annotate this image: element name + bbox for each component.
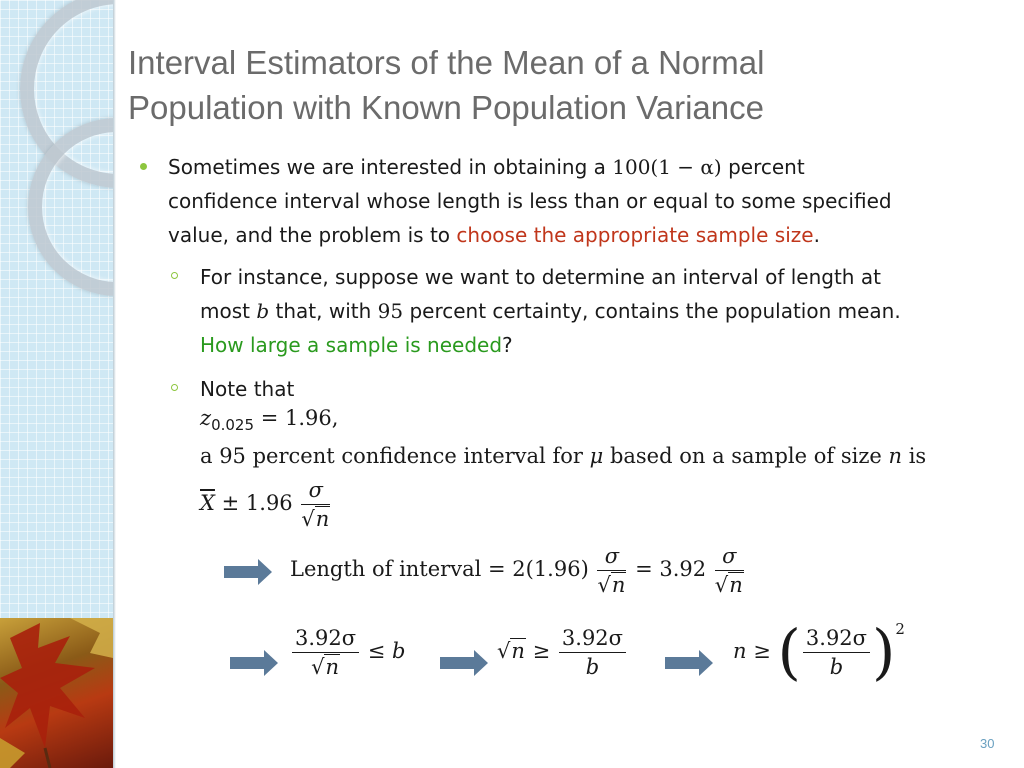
- sub1-95: 95: [377, 299, 404, 323]
- right-arrow-icon: [440, 648, 490, 678]
- sub1-question: How large a sample is needed: [200, 333, 503, 357]
- sub1-line1: For instance, suppose we want to determine an interval of length at: [200, 265, 881, 289]
- sub1-most: most: [200, 299, 250, 323]
- z-symbol: z: [200, 406, 212, 430]
- bullet1-text-after: percent: [728, 155, 805, 179]
- mu-symbol: μ: [589, 444, 604, 468]
- ineq3-lhs: n ≥: [733, 639, 771, 663]
- ineq2-rel: ≥: [532, 639, 551, 663]
- left-decorative-strip: [0, 0, 113, 768]
- strip-edge-divider: [113, 0, 116, 768]
- sigma-over-sqrt-n: $\frac{\sigma}{√n}$: [301, 478, 330, 531]
- sub2-label: Note that: [200, 377, 295, 401]
- sub-bullet-instance: [200, 260, 1000, 362]
- xbar-symbol: $\overline{X}$: [200, 491, 215, 515]
- formula-ci-sentence: [200, 444, 926, 468]
- length-frac-2: $\frac{\sigma}{√n}$: [714, 544, 743, 597]
- sub1-var-b: b: [256, 299, 270, 323]
- bullet-main: [168, 150, 1003, 252]
- length-frac: $\frac{\sigma}{√n}$: [597, 544, 626, 597]
- formula-z-value: [200, 406, 338, 434]
- sub-bullet-ring-icon: [171, 384, 178, 391]
- title-line-2: Population with Known Population Variance: [128, 89, 764, 126]
- bullet1-line2: confidence interval whose length is less than or equal to some specified: [168, 189, 892, 213]
- bullet1-highlight: choose the appropriate sample size: [456, 223, 814, 247]
- exponent: 2: [895, 620, 905, 638]
- bullet-dot-icon: [140, 163, 147, 170]
- sub1-that-with: that, with: [275, 299, 372, 323]
- paren-close: ): [872, 617, 896, 688]
- formula-ineq-3: n ≥ ( $\frac{3.92\sigma}{b}$ )$^2$: [733, 617, 905, 688]
- formula-ci: [200, 478, 332, 531]
- sub-bullet-note: [200, 372, 1000, 406]
- z-subscript: 0.025: [211, 416, 255, 434]
- bullet1-line3-before: value, and the problem is to: [168, 223, 451, 247]
- bullet1-period: .: [813, 223, 820, 247]
- right-arrow-icon: [224, 557, 274, 587]
- formula-ineq-1: $\frac{3.92\sigma}{√n}$ ≤ b: [290, 626, 406, 679]
- z-value: = 1.96,: [260, 406, 339, 430]
- autumn-leaves-image: [0, 618, 113, 768]
- ci-text-a: a 95 percent confidence interval for: [200, 444, 583, 468]
- right-arrow-icon: [230, 648, 280, 678]
- sub1-line2-rest: percent certainty, contains the population mean.: [409, 299, 901, 323]
- paren-open: (: [777, 617, 801, 688]
- bullet1-math: 100(1 − α): [612, 155, 722, 179]
- length-label: Length of interval = 2(1.96): [290, 557, 589, 581]
- title-line-1: Interval Estimators of the Mean of a Normal: [128, 44, 765, 81]
- ci-text-c: is: [908, 444, 927, 468]
- sub1-qmark: ?: [502, 333, 513, 357]
- right-arrow-icon: [665, 648, 715, 678]
- page-number: 30: [980, 736, 995, 751]
- pm-value: ± 1.96: [221, 491, 293, 515]
- bullet1-text-before: Sometimes we are interested in obtaining a: [168, 155, 606, 179]
- sub-bullet-ring-icon: [171, 272, 178, 279]
- formula-length: [290, 544, 746, 597]
- slide-title: [128, 40, 1008, 130]
- ineq1-rhs: ≤ b: [367, 639, 406, 663]
- ci-text-b: based on a sample of size: [609, 444, 882, 468]
- formula-ineq-2: √n ≥ $\frac{3.92\sigma}{b}$: [497, 626, 628, 679]
- n-symbol: n: [888, 444, 903, 468]
- length-eq: = 3.92: [635, 557, 707, 581]
